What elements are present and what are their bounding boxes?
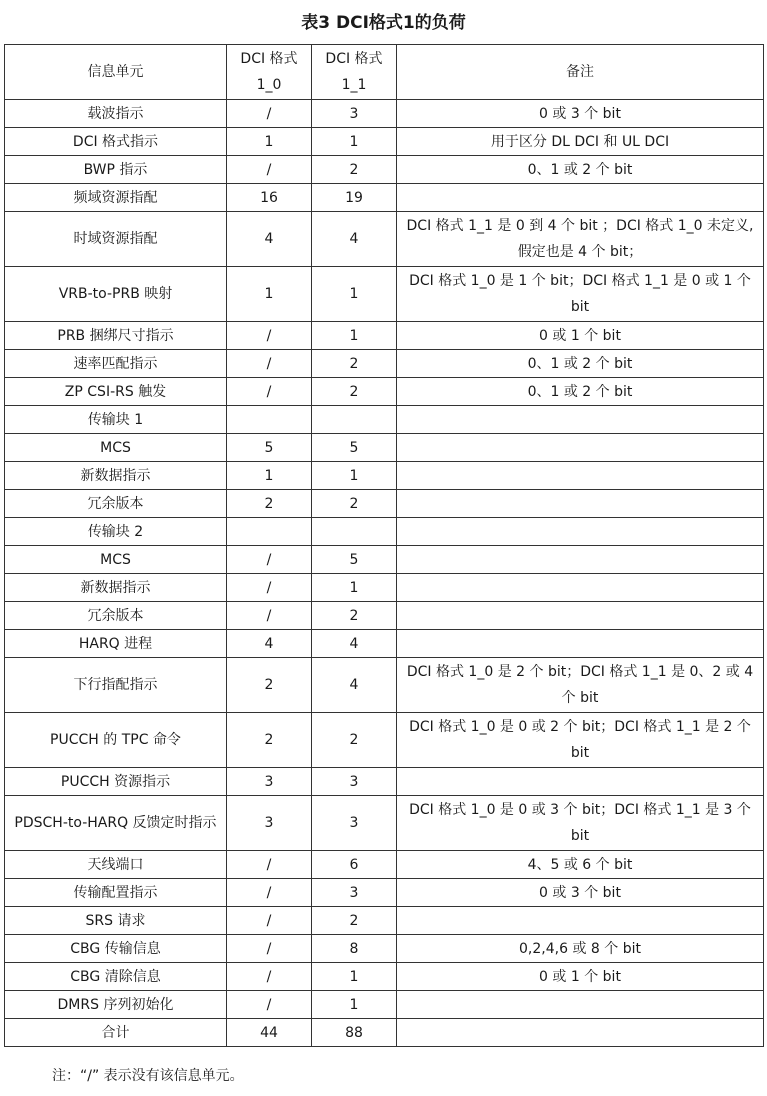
cell-dci-1-0: 5 (227, 434, 312, 462)
cell-dci-1-0: 2 (227, 713, 312, 768)
cell-remark: DCI 格式 1_0 是 1 个 bit；DCI 格式 1_1 是 0 或 1 个 bit (397, 267, 764, 322)
cell-remark: 0、1 或 2 个 bit (397, 378, 764, 406)
cell-dci-1-0: / (227, 100, 312, 128)
cell-dci-1-1: 1 (312, 462, 397, 490)
cell-dci-1-0: 1 (227, 462, 312, 490)
cell-info-unit: 新数据指示 (5, 574, 227, 602)
cell-dci-1-1: 1 (312, 991, 397, 1019)
cell-info-unit: DCI 格式指示 (5, 128, 227, 156)
table-row (5, 434, 764, 462)
cell-info-unit: 传输块 2 (5, 518, 227, 546)
cell-info-unit: SRS 请求 (5, 907, 227, 935)
cell-info-unit: CBG 清除信息 (5, 963, 227, 991)
cell-dci-1-0: / (227, 322, 312, 350)
table-row (5, 574, 764, 602)
cell-remark (397, 991, 764, 1019)
header-dci-format-1-0: DCI 格式 1_0 (227, 45, 312, 100)
cell-total-label: 合计 (5, 1019, 227, 1047)
table-row (5, 184, 764, 212)
cell-remark: DCI 格式 1_0 是 2 个 bit；DCI 格式 1_1 是 0、2 或 4 个 bit (397, 658, 764, 713)
table-row (5, 406, 764, 434)
cell-remark: 0 或 1 个 bit (397, 963, 764, 991)
cell-dci-1-0: 1 (227, 128, 312, 156)
cell-remark (397, 630, 764, 658)
cell-dci-1-1: 2 (312, 907, 397, 935)
cell-remark (397, 546, 764, 574)
cell-dci-1-1: 3 (312, 100, 397, 128)
cell-dci-1-1: 2 (312, 378, 397, 406)
cell-info-unit: 传输块 1 (5, 406, 227, 434)
cell-dci-1-0: / (227, 991, 312, 1019)
cell-dci-1-0: / (227, 574, 312, 602)
cell-info-unit: BWP 指示 (5, 156, 227, 184)
cell-info-unit: 时域资源指配 (5, 212, 227, 267)
cell-remark: 0 或 1 个 bit (397, 322, 764, 350)
cell-info-unit: ZP CSI-RS 触发 (5, 378, 227, 406)
cell-dci-1-1: 3 (312, 879, 397, 907)
table-row (5, 768, 764, 796)
table-row (5, 267, 764, 322)
table-footnote: 注：“/” 表示没有该信息单元。 (52, 1068, 244, 1084)
table-title: 表3 DCI格式1的负荷 (301, 13, 466, 33)
cell-dci-1-0: 4 (227, 630, 312, 658)
cell-info-unit: VRB-to-PRB 映射 (5, 267, 227, 322)
cell-dci-1-1: 8 (312, 935, 397, 963)
cell-remark: 用于区分 DL DCI 和 UL DCI (397, 128, 764, 156)
total-row (5, 1019, 764, 1047)
cell-dci-1-0 (227, 518, 312, 546)
table-row (5, 378, 764, 406)
cell-remark (397, 768, 764, 796)
cell-info-unit: 冗余版本 (5, 490, 227, 518)
cell-dci-1-0: / (227, 350, 312, 378)
cell-remark (397, 490, 764, 518)
cell-remark: 0 或 3 个 bit (397, 879, 764, 907)
cell-info-unit: DMRS 序列初始化 (5, 991, 227, 1019)
cell-dci-1-0: / (227, 907, 312, 935)
cell-remark: 0,2,4,6 或 8 个 bit (397, 935, 764, 963)
table-row (5, 100, 764, 128)
cell-info-unit: MCS (5, 546, 227, 574)
cell-dci-1-0: 1 (227, 267, 312, 322)
cell-remark (397, 907, 764, 935)
cell-info-unit: 天线端口 (5, 851, 227, 879)
cell-info-unit: PUCCH 的 TPC 命令 (5, 713, 227, 768)
cell-dci-1-1 (312, 518, 397, 546)
table-row (5, 796, 764, 851)
cell-dci-1-1: 1 (312, 128, 397, 156)
table-row (5, 546, 764, 574)
cell-remark (397, 406, 764, 434)
cell-dci-1-1: 6 (312, 851, 397, 879)
cell-dci-1-0: 16 (227, 184, 312, 212)
cell-dci-1-1: 1 (312, 574, 397, 602)
cell-dci-1-0: 2 (227, 658, 312, 713)
cell-info-unit: 下行指配指示 (5, 658, 227, 713)
cell-dci-1-1: 1 (312, 963, 397, 991)
cell-dci-1-1 (312, 406, 397, 434)
header-info-unit: 信息单元 (5, 45, 227, 100)
cell-remark (397, 602, 764, 630)
cell-info-unit: 载波指示 (5, 100, 227, 128)
table-row (5, 879, 764, 907)
cell-dci-1-0: / (227, 851, 312, 879)
cell-dci-1-0: / (227, 935, 312, 963)
cell-dci-1-0: 2 (227, 490, 312, 518)
cell-dci-1-1: 3 (312, 768, 397, 796)
table-header-row (5, 45, 764, 100)
table-row (5, 490, 764, 518)
cell-info-unit: 速率匹配指示 (5, 350, 227, 378)
table-row (5, 322, 764, 350)
cell-remark (397, 462, 764, 490)
cell-info-unit: 新数据指示 (5, 462, 227, 490)
cell-dci-1-1: 5 (312, 434, 397, 462)
cell-dci-1-1: 2 (312, 156, 397, 184)
table-row (5, 935, 764, 963)
cell-remark: DCI 格式 1_0 是 0 或 3 个 bit；DCI 格式 1_1 是 3 个 bit (397, 796, 764, 851)
cell-dci-1-0: / (227, 879, 312, 907)
cell-dci-1-1: 2 (312, 350, 397, 378)
cell-dci-1-0: / (227, 378, 312, 406)
cell-dci-1-0: / (227, 546, 312, 574)
cell-info-unit: PDSCH-to-HARQ 反馈定时指示 (5, 796, 227, 851)
cell-dci-1-0: 4 (227, 212, 312, 267)
cell-remark (397, 518, 764, 546)
cell-dci-1-1: 2 (312, 490, 397, 518)
cell-total-dci-1-0: 44 (227, 1019, 312, 1047)
table-row (5, 658, 764, 713)
table-row (5, 907, 764, 935)
cell-remark (397, 1019, 764, 1047)
cell-dci-1-0 (227, 406, 312, 434)
table-row (5, 462, 764, 490)
cell-dci-1-1: 4 (312, 212, 397, 267)
dci-format1-payload-table (4, 44, 764, 1047)
cell-dci-1-1: 2 (312, 713, 397, 768)
table-row (5, 851, 764, 879)
cell-info-unit: PRB 捆绑尺寸指示 (5, 322, 227, 350)
table-row (5, 518, 764, 546)
cell-remark (397, 184, 764, 212)
cell-remark: DCI 格式 1_0 是 0 或 2 个 bit；DCI 格式 1_1 是 2 个 bit (397, 713, 764, 768)
cell-dci-1-1: 5 (312, 546, 397, 574)
cell-dci-1-0: 3 (227, 768, 312, 796)
cell-info-unit: 传输配置指示 (5, 879, 227, 907)
cell-info-unit: CBG 传输信息 (5, 935, 227, 963)
cell-dci-1-1: 3 (312, 796, 397, 851)
header-dci-format-1-1: DCI 格式 1_1 (312, 45, 397, 100)
cell-dci-1-1: 4 (312, 630, 397, 658)
header-remarks: 备注 (397, 45, 764, 100)
cell-remark: 0 或 3 个 bit (397, 100, 764, 128)
cell-dci-1-0: / (227, 602, 312, 630)
cell-dci-1-1: 4 (312, 658, 397, 713)
table-body (5, 100, 764, 1047)
table-row (5, 991, 764, 1019)
cell-remark (397, 434, 764, 462)
table-row (5, 963, 764, 991)
cell-remark: DCI 格式 1_1 是 0 到 4 个 bit ；DCI 格式 1_0 未定义,假定也是 4 个 bit； (397, 212, 764, 267)
cell-remark: 4、5 或 6 个 bit (397, 851, 764, 879)
cell-info-unit: 频域资源指配 (5, 184, 227, 212)
table-row (5, 156, 764, 184)
table-row (5, 350, 764, 378)
cell-info-unit: PUCCH 资源指示 (5, 768, 227, 796)
cell-remark (397, 574, 764, 602)
table-row (5, 128, 764, 156)
cell-remark: 0、1 或 2 个 bit (397, 350, 764, 378)
cell-info-unit: HARQ 进程 (5, 630, 227, 658)
table-row (5, 630, 764, 658)
cell-remark: 0、1 或 2 个 bit (397, 156, 764, 184)
table-row (5, 602, 764, 630)
table-row (5, 713, 764, 768)
cell-dci-1-1: 1 (312, 267, 397, 322)
cell-dci-1-1: 2 (312, 602, 397, 630)
cell-dci-1-1: 19 (312, 184, 397, 212)
cell-total-dci-1-1: 88 (312, 1019, 397, 1047)
cell-dci-1-0: 3 (227, 796, 312, 851)
cell-dci-1-0: / (227, 156, 312, 184)
table-row (5, 212, 764, 267)
cell-dci-1-1: 1 (312, 322, 397, 350)
cell-info-unit: 冗余版本 (5, 602, 227, 630)
cell-info-unit: MCS (5, 434, 227, 462)
cell-dci-1-0: / (227, 963, 312, 991)
